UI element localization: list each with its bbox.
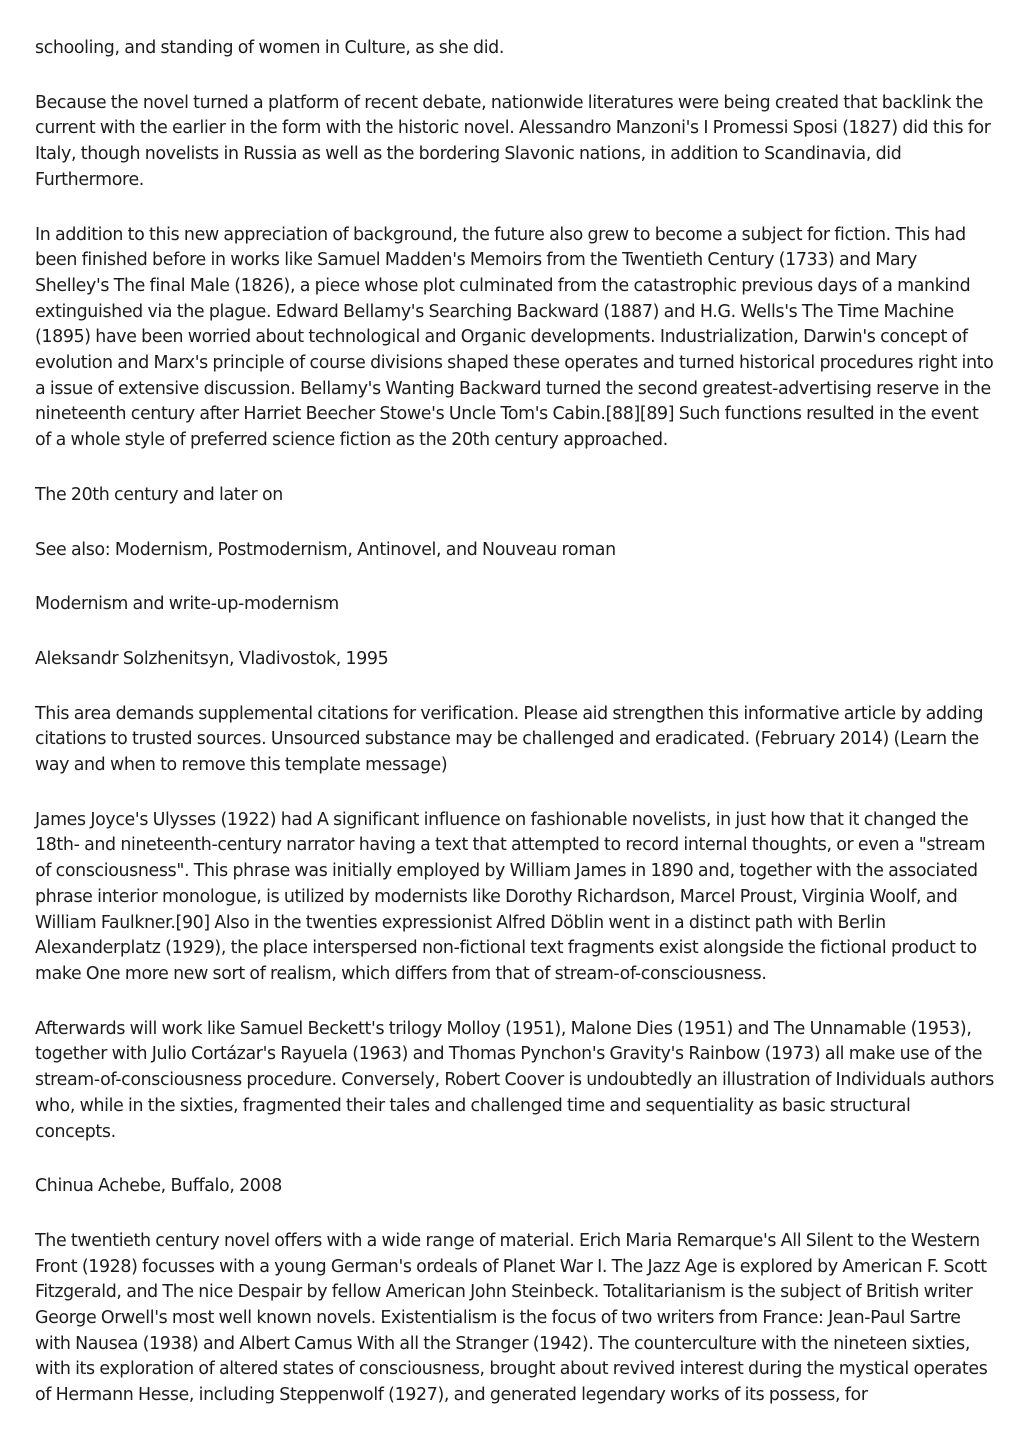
subsection-heading-modernism: Modernism and write-up-modernism [35,594,339,615]
paragraph-joyce-ulysses: James Joyce's Ulysses (1922) had A significant influence on fashionable novelists, in just how that it changed the 18th- and nineteenth-century narrator having a text that attempted to record internal thoughts, or even a "stream of consciousness". This phrase was initially employed by William James in 1890 and, together with the associated phrase interior monologue, is utilized by modernists like Dorothy Richardson, Marcel Proust, Virginia Woolf, and William Faulkner.[90] Also in the twenties expressionist Alfred Döblin went in a distinct path with Berlin Alexanderplatz (1929), the place interspersed non-fictional text fragments exist alongside the fictional product to make One more new sort of realism, which differs from that of stream-of-consciousness. [35,809,986,984]
see-also-note: See also: Modernism, Postmodernism, Antinovel, and Nouveau roman [35,539,616,560]
paragraph-twentieth-century-novel: The twentieth century novel offers with a wide range of material. Erich Maria Remarque's All Silent to the Western Front (1928) focusses with a young German's ordeals of Planet War I. The Jazz Age is explored by American F. Scott Fitzgerald, and The nice Despair by fellow American John Steinbeck. Totalitarianism is the subject of British writer George Orwell's most well known novels. Existentialism is the focus of two writers from France: Jean-Paul Sartre with Nausea (1938) and Albert Camus With all the Stranger (1942). The counterculture with the nineteen sixties, with its exploration of altered states of consciousness, brought about revived interest during the mystical operates of Hermann Hesse, including Steppenwolf (1927), and generated legendary works of its possess, for [35,1230,988,1406]
paragraph-future-fiction: In addition to this new appreciation of background, the future also grew to become a subject for fiction. This had been finished before in works like Samuel Madden's Memoirs from the Twentieth Century (1733) and Mary Shelley's The final Male (1826), a piece whose plot culminated from the catastrophic previous days of a mankind extinguished via the plague. Edward Bellamy's Searching Backward (1887) and H.G. Wells's The Time Machine (1895) have been worried about technological and Organic developments. Industrialization, Darwin's concept of evolution and Marx's principle of course divisions shaped these operates and turned historical procedures right into a issue of extensive discussion. Bellamy's Wanting Backward turned the second greatest-advertising reserve in the nineteenth century after Harriet Beecher Stowe's Uncle Tom's Cabin.[88][89] Such functions resulted in the event of a whole style of preferred science fiction as the 20th century approached. [35,224,994,451]
image-caption-achebe: Chinua Achebe, Buffalo, 2008 [35,1176,282,1197]
section-heading-20th-century: The 20th century and later on [35,484,283,505]
paragraph-continuation: schooling, and standing of women in Culture, as she did. [35,38,505,58]
citation-notice: This area demands supplemental citations for verification. Please aid strengthen this informative article by adding citations to trusted sources. Unsourced substance may be challenged and eradicated. (February 2014) (Learn the way and when to remove this template message) [35,703,984,776]
document-body [35,36,995,1438]
image-caption-solzhenitsyn: Aleksandr Solzhenitsyn, Vladivostok, 1995 [35,648,389,669]
paragraph-national-literatures: Because the novel turned a platform of recent debate, nationwide literatures were being created that backlink the current with the earlier in the form with the historic novel. Alessandro Manzoni's I Promessi Sposi (1827) did this for Italy, though novelists in Russia as well as the bordering Slavonic nations, in addition to Scandinavia, did Furthermore. [35,92,991,190]
paragraph-stream-of-consciousness: Afterwards will work like Samuel Beckett's trilogy Molloy (1951), Malone Dies (1951) and The Unnamable (1953), together with Julio Cortázar's Rayuela (1963) and Thomas Pynchon's Gravity's Rainbow (1973) all make use of the stream-of-consciousness procedure. Conversely, Robert Coover is undoubtedly an illustration of Individuals authors who, while in the sixties, fragmented their tales and challenged time and sequentiality as basic structural concepts. [35,1018,994,1142]
